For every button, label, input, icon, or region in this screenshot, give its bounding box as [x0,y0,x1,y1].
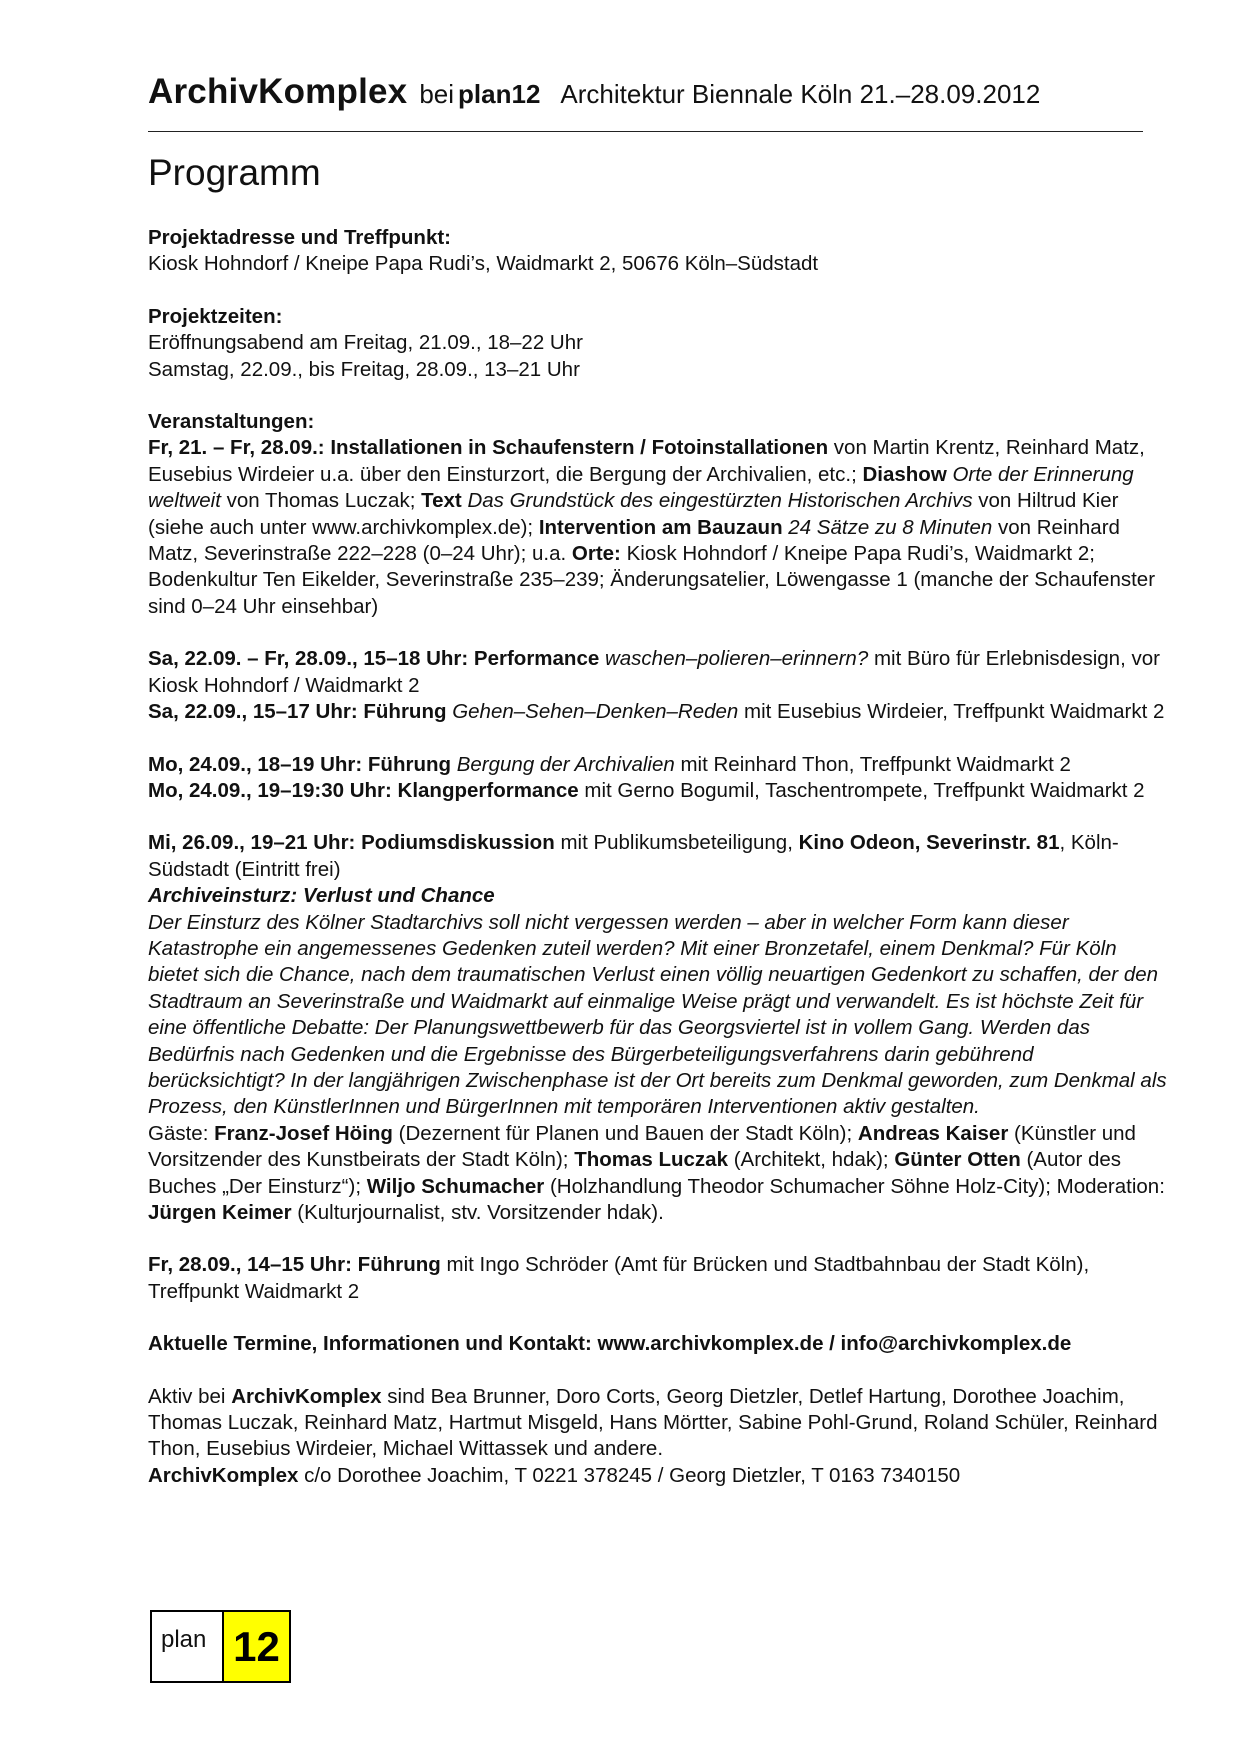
e1-text-5: Kiosk Hohndorf / Kneipe Papa Rudi’s, Waidmarkt 2; Bodenkultur Ten Eikelder, Severinstraße 235–239; Änderungsatelier, Löwengasse 1 (manche der Schaufenster sind 0–24 Uhr einsehbar) [148,542,1156,618]
podium-guests [148,1121,1168,1227]
members-paragraph [148,1384,1168,1463]
plan12-logo [150,1610,291,1683]
address-label: Projektadresse und Treffpunkt: [148,226,452,249]
e6-subtitle: Archiveinsturz: Verlust und Chance [148,884,495,908]
e2-head: Sa, 22.09. – Fr, 28.09., 15–18 Uhr: Performance [148,647,600,671]
e7-head: Fr, 28.09., 14–15 Uhr: Führung [148,1253,441,1277]
e3-text: mit Eusebius Wirdeier, Treffpunkt Waidmarkt 2 [744,700,1165,724]
e5-text: mit Gerno Bogumil, Taschentrompete, Treffpunkt Waidmarkt 2 [584,778,1145,802]
address-contact-text: c/o Dorothee Joachim, T 0221 378245 / Georg Dietzler, T 0163 7340150 [304,1463,961,1487]
event-klangperformance [148,778,1168,804]
contact-address [148,1463,1168,1489]
header-event: Architektur Biennale Köln 21.–28.09.2012 [560,79,1041,109]
e6-text-2: , Köln-Südstadt (Eintritt frei) [148,831,1119,881]
address-brand: ArchivKomplex [148,1463,299,1487]
guest-1: Franz-Josef Höing [214,1121,393,1145]
e1-text-1: von Martin Krentz, Reinhard Matz, Eusebius Wirdeier u.a. über den Einsturzort, die Bergung der Archivalien, etc.; [148,436,1145,486]
e6-head: Mi, 26.09., 19–21 Uhr: Podiumsdiskussion [148,831,555,855]
times-line-1: Eröffnungsabend am Freitag, 21.09., 18–22 Uhr [148,331,583,355]
podium-description [148,910,1168,1121]
e6-desc: Der Einsturz des Kölner Stadtarchivs soll nicht vergessen werden – aber in welcher Form kann dieser Katastrophe ein angemessenes Gedenken zuteil werden? Mit einer Bronzetafel, einem Denkmal? Für Köln bietet sich die Chance, nach dem traumatischen Verlust einen völlig neuartigen Gedenkort zu schaffen, der den Stadtraum an Severinstraße und Waidmarkt auf einmalige Weise prägt und verwandelt. Es ist höchste Zeit für eine öffentliche Debatte: Der Planungswettbewerb für das Georgsviertel ist in vollem Gang. Werden das Bedürfnis nach Gedenken und die Ergebnisse des Bürgerbeteiligungsverfahrens darin gebührend berücksichtigt? In der langjährigen Zwischenphase ist der Ort bereits zum Denkmal geworden, zum Denkmal als Prozess, den KünstlerInnen und BürgerInnen mit temporären Interventionen aktiv gestalten. [148,910,1167,1119]
times-line-2: Samstag, 22.09., bis Freitag, 28.09., 13–21 Uhr [148,357,580,381]
guest-3: Thomas Luczak [574,1148,728,1172]
logo-left [152,1612,222,1681]
e1-intervention-title: 24 Sätze zu 8 Minuten [788,515,993,539]
times-label: Projektzeiten: [148,304,283,328]
guest-1-role: (Dezernent für Planen und Bauen der Stadt Köln); [398,1121,853,1145]
logo-right-text: 12 [233,1622,280,1670]
logo-left-text: plan [161,1626,207,1653]
e1-text-label: Text [421,489,462,513]
guest-4: Günter Otten [894,1148,1021,1172]
guest-3-role: (Architekt, hdak); [733,1148,889,1172]
guest-6: Jürgen Keimer [148,1201,292,1224]
address-text: Kiosk Hohndorf / Kneipe Papa Rudi’s, Waidmarkt 2, 50676 Köln–Südstadt [148,252,819,276]
header [148,72,1143,122]
e1-text-4: von Reinhard Matz, Severinstraße 222–228 (0–24 Uhr); u.a. [148,515,1120,566]
guest-5-role: (Holzhandlung Theodor Schumacher Söhne Holz-City); Moderation: [549,1174,1165,1198]
event-performance [148,646,1168,699]
e1-text-title: Das Grundstück des eingestürzten Historischen Archivs [467,489,973,513]
guest-2-role: (Künstler und Vorsitzender des Kunstbeirats der Stadt Köln); [148,1121,1136,1172]
event-fuehrung-3 [148,1252,1168,1305]
event-fuehrung-2 [148,752,1168,778]
e3-head: Sa, 22.09., 15–17 Uhr: Führung [148,700,447,724]
e1-text-3: von Hiltrud Kier (siehe auch unter www.archivkomplex.de); [148,489,1119,539]
page-title: Programm [148,152,321,193]
guest-5: Wiljo Schumacher [366,1174,545,1198]
e6-text-1: mit Publikumsbeteiligung, [560,831,793,855]
brand-title: ArchivKomplex [148,72,408,111]
header-bei: bei [419,79,455,109]
logo-right [222,1612,289,1681]
podium-subtitle [148,883,1168,909]
document-body [148,225,1168,1489]
guest-4-role: (Autor des Buches „Der Einsturz“); [148,1148,1122,1198]
event-podium [148,830,1168,883]
members-brand: ArchivKomplex [231,1384,382,1408]
header-divider [148,131,1143,132]
e1-orte-label: Orte: [571,542,621,566]
e4-title: Bergung der Archivalien [456,752,675,776]
guest-2: Andreas Kaiser [857,1121,1009,1145]
guest-6-role: (Kulturjournalist, stv. Vorsitzender hdak). [297,1201,664,1224]
e6-venue: Kino Odeon, Severinstr. 81 [798,831,1060,855]
e1-diashow-title: Orte der Erinnerung weltweit [148,462,1134,513]
e3-title: Gehen–Sehen–Denken–Reden [452,700,739,724]
e7-text: mit Ingo Schröder (Amt für Brücken und Stadtbahnbau der Stadt Köln), Treffpunkt Waidmarkt 2 [148,1253,1090,1303]
e2-title: waschen–polieren–erinnern? [604,647,869,671]
members-pre: Aktiv bei [148,1384,226,1408]
e1-diashow: Diashow [862,462,947,486]
event-installations [148,435,1168,620]
e1-date: Fr, 21. – Fr, 28.09.: [148,436,325,460]
guests-label: Gäste: [148,1121,209,1145]
e1-text-2: von Thomas Luczak; [226,489,416,513]
e5-head: Mo, 24.09., 19–19:30 Uhr: Klangperformance [148,778,579,802]
e4-text: mit Reinhard Thon, Treffpunkt Waidmarkt 2 [680,752,1071,776]
members-text: sind Bea Brunner, Doro Corts, Georg Dietzler, Detlef Hartung, Dorothee Joachim, Thomas Luczak, Reinhard Matz, Hartmut Misgeld, Hans Mörtter, Sabine Pohl-Grund, Roland Schüler, Reinhard Thon, Eusebius Wirdeier, Michael Wittassek und andere. [148,1384,1158,1461]
contact-line: Aktuelle Termine, Informationen und Kontakt: www.archivkomplex.de / info@archivkomplex.de [148,1332,1072,1356]
e1-installations: Installationen in Schaufenstern / Fotoinstallationen [330,436,829,460]
e1-intervention: Intervention am Bauzaun [538,515,783,539]
e4-head: Mo, 24.09., 18–19 Uhr: Führung [148,752,452,776]
header-plan: plan12 [458,79,541,109]
event-fuehrung-1 [148,699,1168,725]
e2-text: mit Büro für Erlebnisdesign, vor Kiosk Hohndorf / Waidmarkt 2 [148,647,1160,697]
events-label: Veranstaltungen: [148,410,315,434]
